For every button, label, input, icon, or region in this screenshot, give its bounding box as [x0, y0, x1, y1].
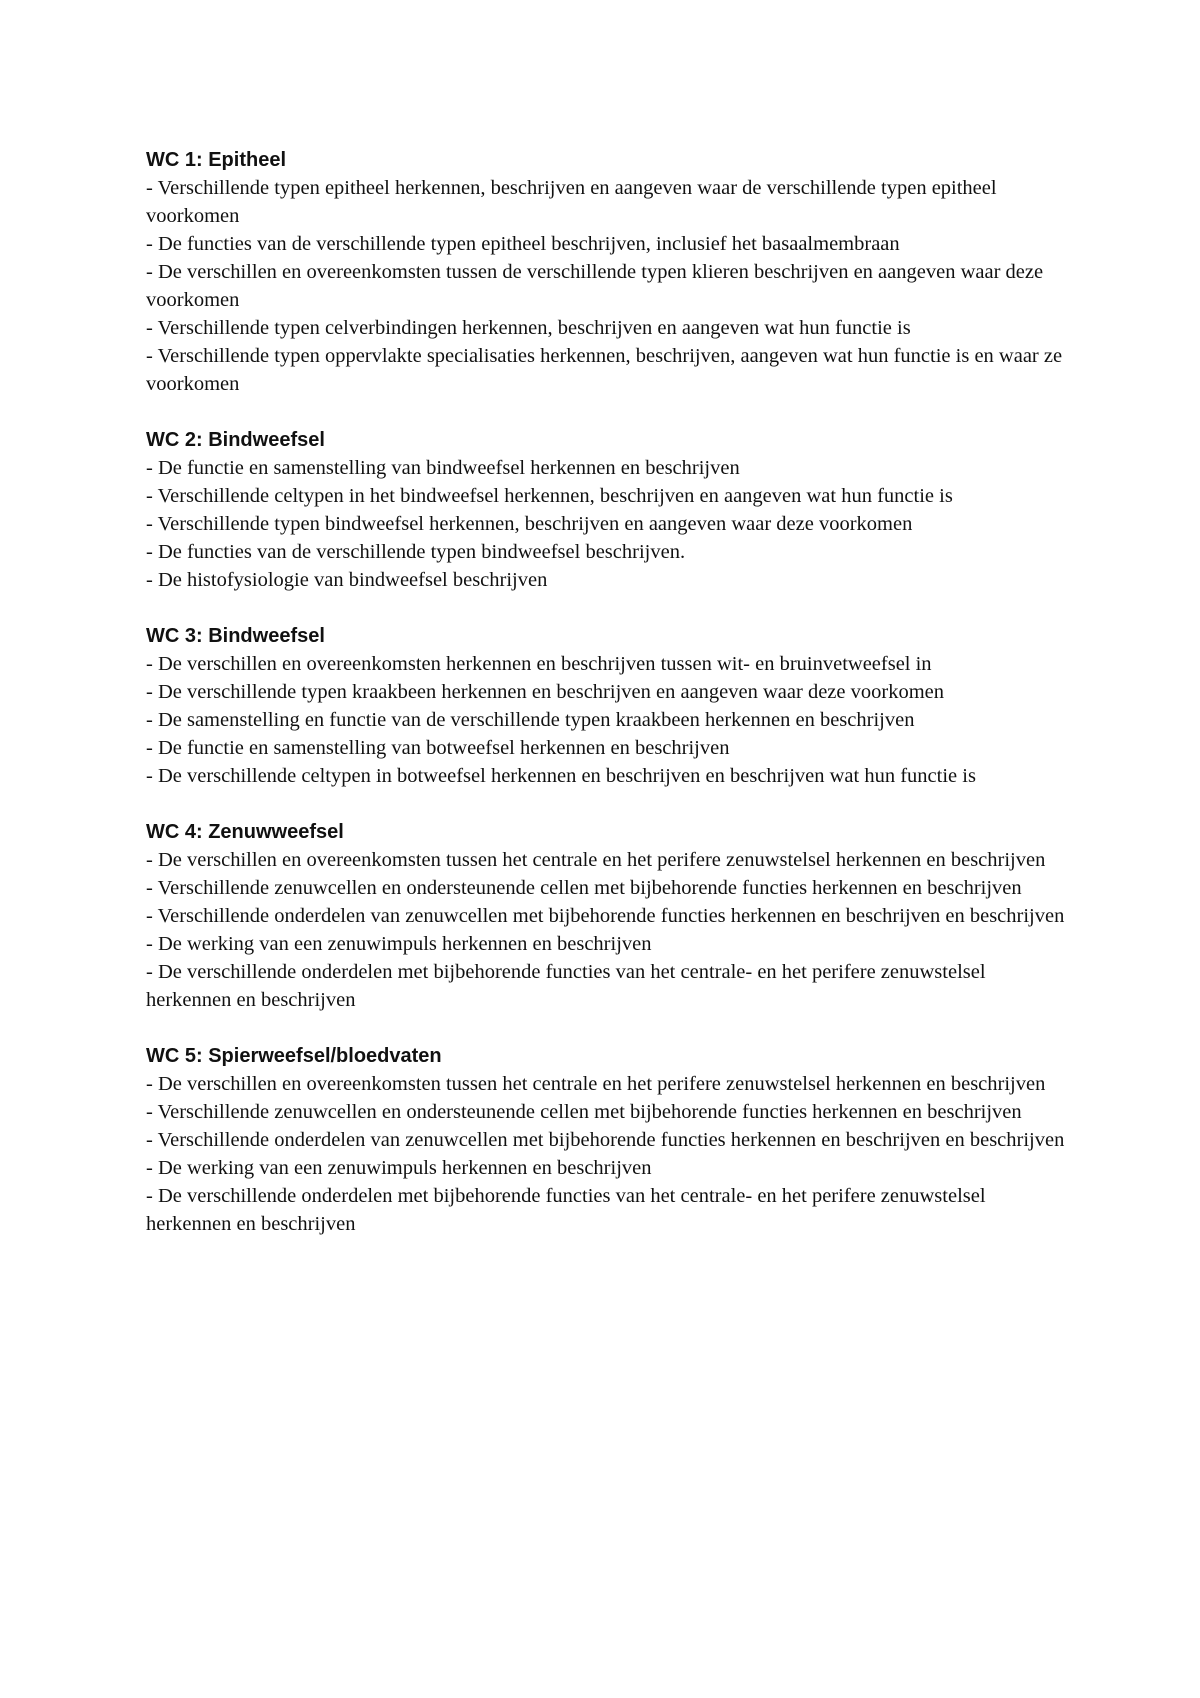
list-item: - De functie en samenstelling van bindweefsel herkennen en beschrijven [146, 457, 740, 479]
list-item: - Verschillende zenuwcellen en ondersteunende cellen met bijbehorende functies herkennen en beschrijven [146, 1101, 1022, 1123]
list-item: - Verschillende typen oppervlakte specialisaties herkennen, beschrijven, aangeven wat hun functie is en waar ze voorkomen [146, 345, 1063, 395]
objective-list [146, 846, 1066, 1014]
section-wc5 [146, 1042, 1066, 1238]
objective-list [146, 1070, 1066, 1238]
list-item: - De functie en samenstelling van botweefsel herkennen en beschrijven [146, 737, 730, 759]
list-item: - De samenstelling en functie van de verschillende typen kraakbeen herkennen en beschrijven [146, 709, 915, 731]
list-item: - Verschillende typen epitheel herkennen, beschrijven en aangeven waar de verschillende typen epitheel voorkomen [146, 177, 997, 227]
list-item: - De werking van een zenuwimpuls herkennen en beschrijven [146, 1157, 652, 1179]
list-item: - De histofysiologie van bindweefsel beschrijven [146, 569, 548, 591]
list-item: - De werking van een zenuwimpuls herkennen en beschrijven [146, 933, 652, 955]
section-title: WC 4: Zenuwweefsel [146, 821, 344, 843]
section-wc1 [146, 146, 1066, 398]
section-title: WC 5: Spierweefsel/bloedvaten [146, 1045, 442, 1067]
list-item: - Verschillende typen celverbindingen herkennen, beschrijven en aangeven wat hun functie is [146, 317, 911, 339]
list-item: - De verschillen en overeenkomsten tussen het centrale en het perifere zenuwstelsel herkennen en beschrijven [146, 849, 1046, 871]
list-item: - De verschillende onderdelen met bijbehorende functies van het centrale- en het perifere zenuwstelsel herkennen en beschrijven [146, 961, 986, 1011]
list-item: - Verschillende zenuwcellen en ondersteunende cellen met bijbehorende functies herkennen en beschrijven [146, 877, 1022, 899]
objective-list [146, 454, 1066, 594]
list-item: - De verschillende onderdelen met bijbehorende functies van het centrale- en het perifere zenuwstelsel herkennen en beschrijven [146, 1185, 986, 1235]
list-item: - De verschillen en overeenkomsten tussen het centrale en het perifere zenuwstelsel herkennen en beschrijven [146, 1073, 1046, 1095]
section-wc3 [146, 622, 1066, 790]
list-item: - Verschillende onderdelen van zenuwcellen met bijbehorende functies herkennen en beschrijven en beschrijven [146, 1129, 1065, 1151]
list-item: - De verschillende celtypen in botweefsel herkennen en beschrijven en beschrijven wat hun functie is [146, 765, 976, 787]
section-title: WC 1: Epitheel [146, 149, 287, 171]
section-title: WC 3: Bindweefsel [146, 625, 325, 647]
section-wc2 [146, 426, 1066, 594]
list-item: - De verschillen en overeenkomsten tussen de verschillende typen klieren beschrijven en aangeven waar deze voorkomen [146, 261, 1044, 311]
list-item: - Verschillende celtypen in het bindweefsel herkennen, beschrijven en aangeven wat hun functie is [146, 485, 953, 507]
list-item: - De functies van de verschillende typen epitheel beschrijven, inclusief het basaalmembraan [146, 233, 900, 255]
list-item: - Verschillende onderdelen van zenuwcellen met bijbehorende functies herkennen en beschrijven en beschrijven [146, 905, 1065, 927]
section-title: WC 2: Bindweefsel [146, 429, 325, 451]
list-item: - De verschillen en overeenkomsten herkennen en beschrijven tussen wit- en bruinvetweefsel in [146, 653, 932, 675]
section-wc4 [146, 818, 1066, 1014]
objective-list [146, 650, 1066, 790]
list-item: - Verschillende typen bindweefsel herkennen, beschrijven en aangeven waar deze voorkomen [146, 513, 913, 535]
objective-list [146, 174, 1066, 398]
document-body [146, 146, 1066, 1266]
list-item: - De verschillende typen kraakbeen herkennen en beschrijven en aangeven waar deze voorkomen [146, 681, 944, 703]
list-item: - De functies van de verschillende typen bindweefsel beschrijven. [146, 541, 686, 563]
